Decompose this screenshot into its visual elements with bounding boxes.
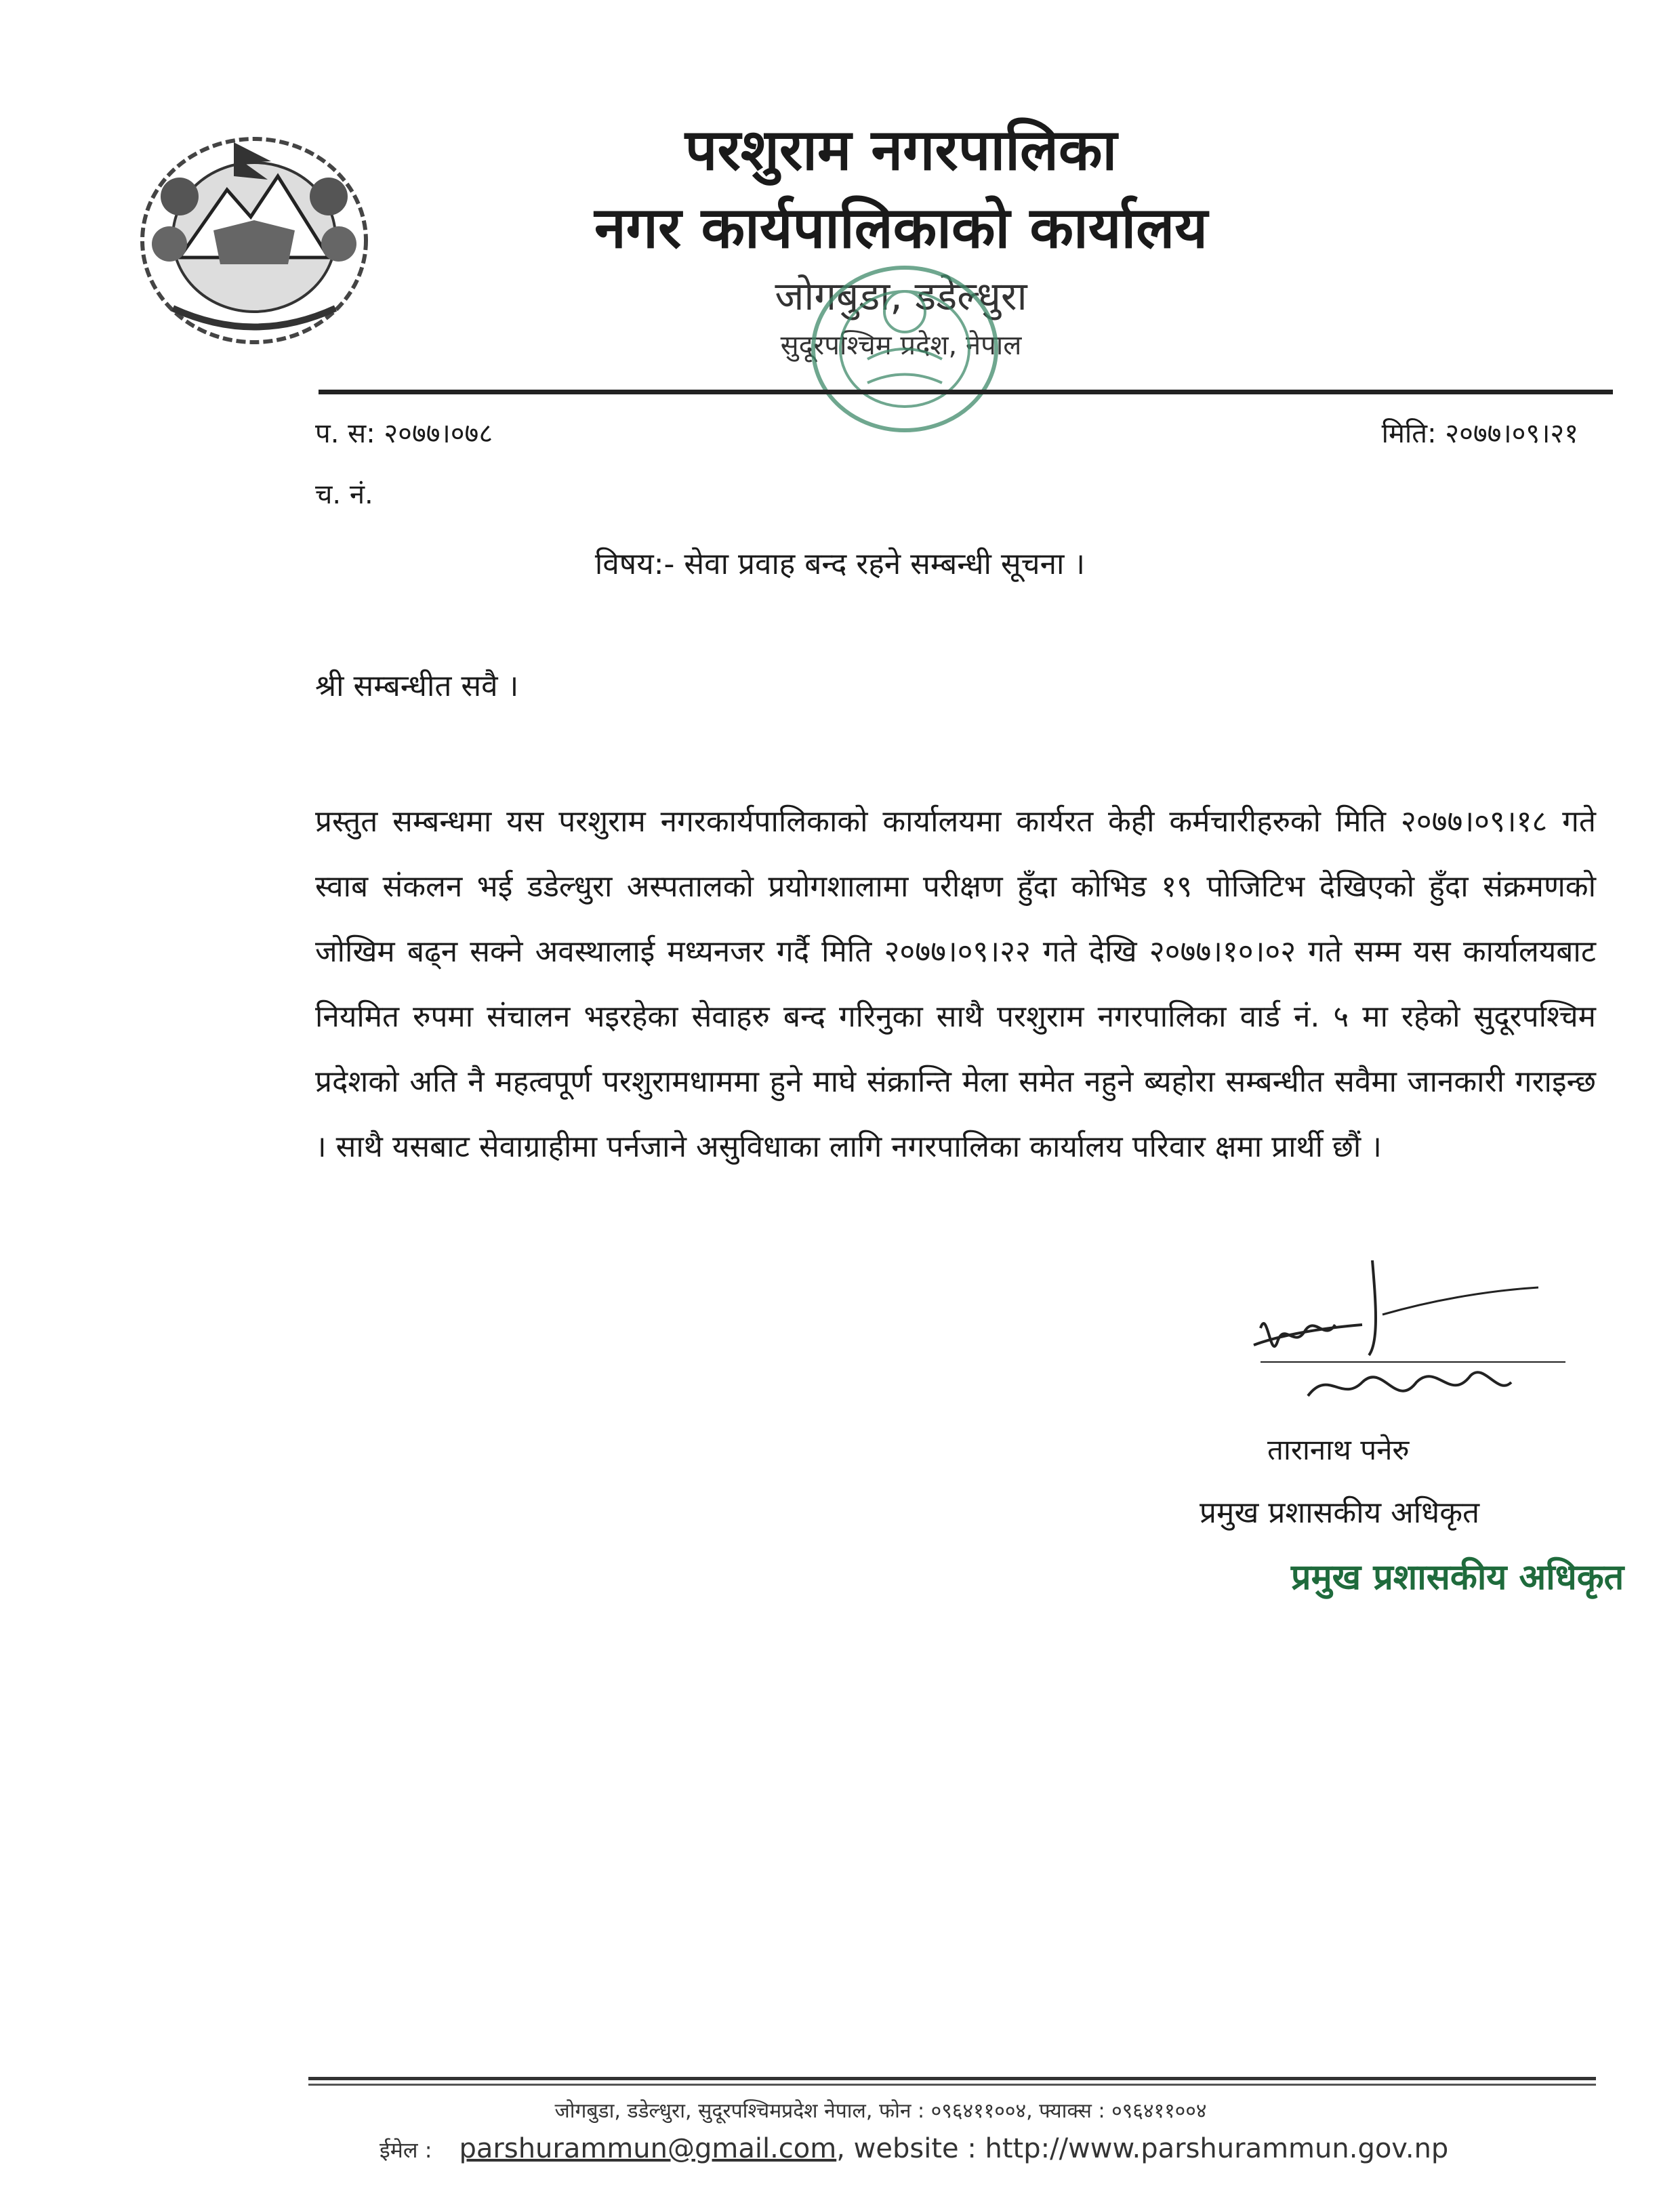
website-label: , website : <box>836 2133 985 2164</box>
footer-divider <box>308 2077 1596 2080</box>
letter-date: मिति: २०७७।०९।२१ <box>1381 418 1578 449</box>
office-title-line2: नगर कार्यपालिकाको कार्यालय <box>594 194 1208 261</box>
reference-number: प. स: २०७७।०७८ <box>315 418 493 449</box>
office-round-stamp-icon <box>803 257 1006 440</box>
letter-body: प्रस्तुत सम्बन्धमा यस परशुराम नगरकार्यपालिकाको कार्यालयमा कार्यरत केही कर्मचारीहरुको मिति २०७७।०९।१८ गते स्वाब संकलन भई डडेल्धुरा अस्पतालको प्रयोगशालामा परीक्षण हुँदा कोभिड १९ पोजिटिभ देखिएको हुँदा संक्रमणको जोखिम बढ्न सक्ने अवस्थालाई मध्यनजर गर्दै मिति २०७७।०९।२२ गते देखि २०७७।१०।०२ गते सम्म यस कार्यालयबाट नियमित रुपमा संचालन भइरहेका सेवाहरु बन्द गरिनुका साथै परशुराम नगरपालिका वार्ड नं. ५ मा रहेको सुदूरपश्चिम प्रदेशको अति नै महत्वपूर्ण परशुरामधाममा हुने माघे संक्रान्ति मेला समेत नहुने ब्यहोरा सम्बन्धीत सवैमा जानकारी गराइन्छ । साथै यसबाट सेवाग्राहीमा पर्नजाने असुविधाका लागि नगरपालिका कार्यालय परिवार क्षमा प्रार्थी छौं । <box>315 804 1596 1164</box>
header-divider <box>319 390 1613 394</box>
footer-divider-thin <box>308 2084 1596 2086</box>
dispatch-number: च. नं. <box>315 479 373 510</box>
letter-subject: विषय:- सेवा प्रवाह बन्द रहने सम्बन्धी सूचना । <box>594 547 1086 581</box>
handwritten-signature-icon <box>1240 1260 1565 1443</box>
office-address-line2: सुदूरपश्चिम प्रदेश, नेपाल <box>780 330 1022 361</box>
signer-designation: प्रमुख प्रशासकीय अधिकृत <box>1200 1495 1480 1530</box>
email-label: ईमेल : <box>380 2137 432 2163</box>
salutation: श्री सम्बन्धीत सवै । <box>315 669 519 703</box>
footer-address-contact: जोगबुडा, डडेल्धुरा, सुदूरपश्चिमप्रदेश नेपाल, फोन : ०९६४११००४, फ्याक्स : ०९६४११००४ <box>554 2099 1207 2123</box>
designation-seal: प्रमुख प्रशासकीय अधिकृत <box>1291 1556 1624 1598</box>
footer-contact-line <box>380 2133 1448 2164</box>
website-link[interactable]: http://www.parshurammun.gov.np <box>985 2133 1449 2164</box>
email-link[interactable]: parshurammun@gmail.com <box>459 2133 837 2164</box>
signer-name: तारानाथ पनेरु <box>1267 1433 1410 1466</box>
office-title-line1: परशुराम नगरपालिका <box>684 117 1118 183</box>
office-address-line1: जोगबुडा, डडेल्धुरा <box>775 273 1027 319</box>
